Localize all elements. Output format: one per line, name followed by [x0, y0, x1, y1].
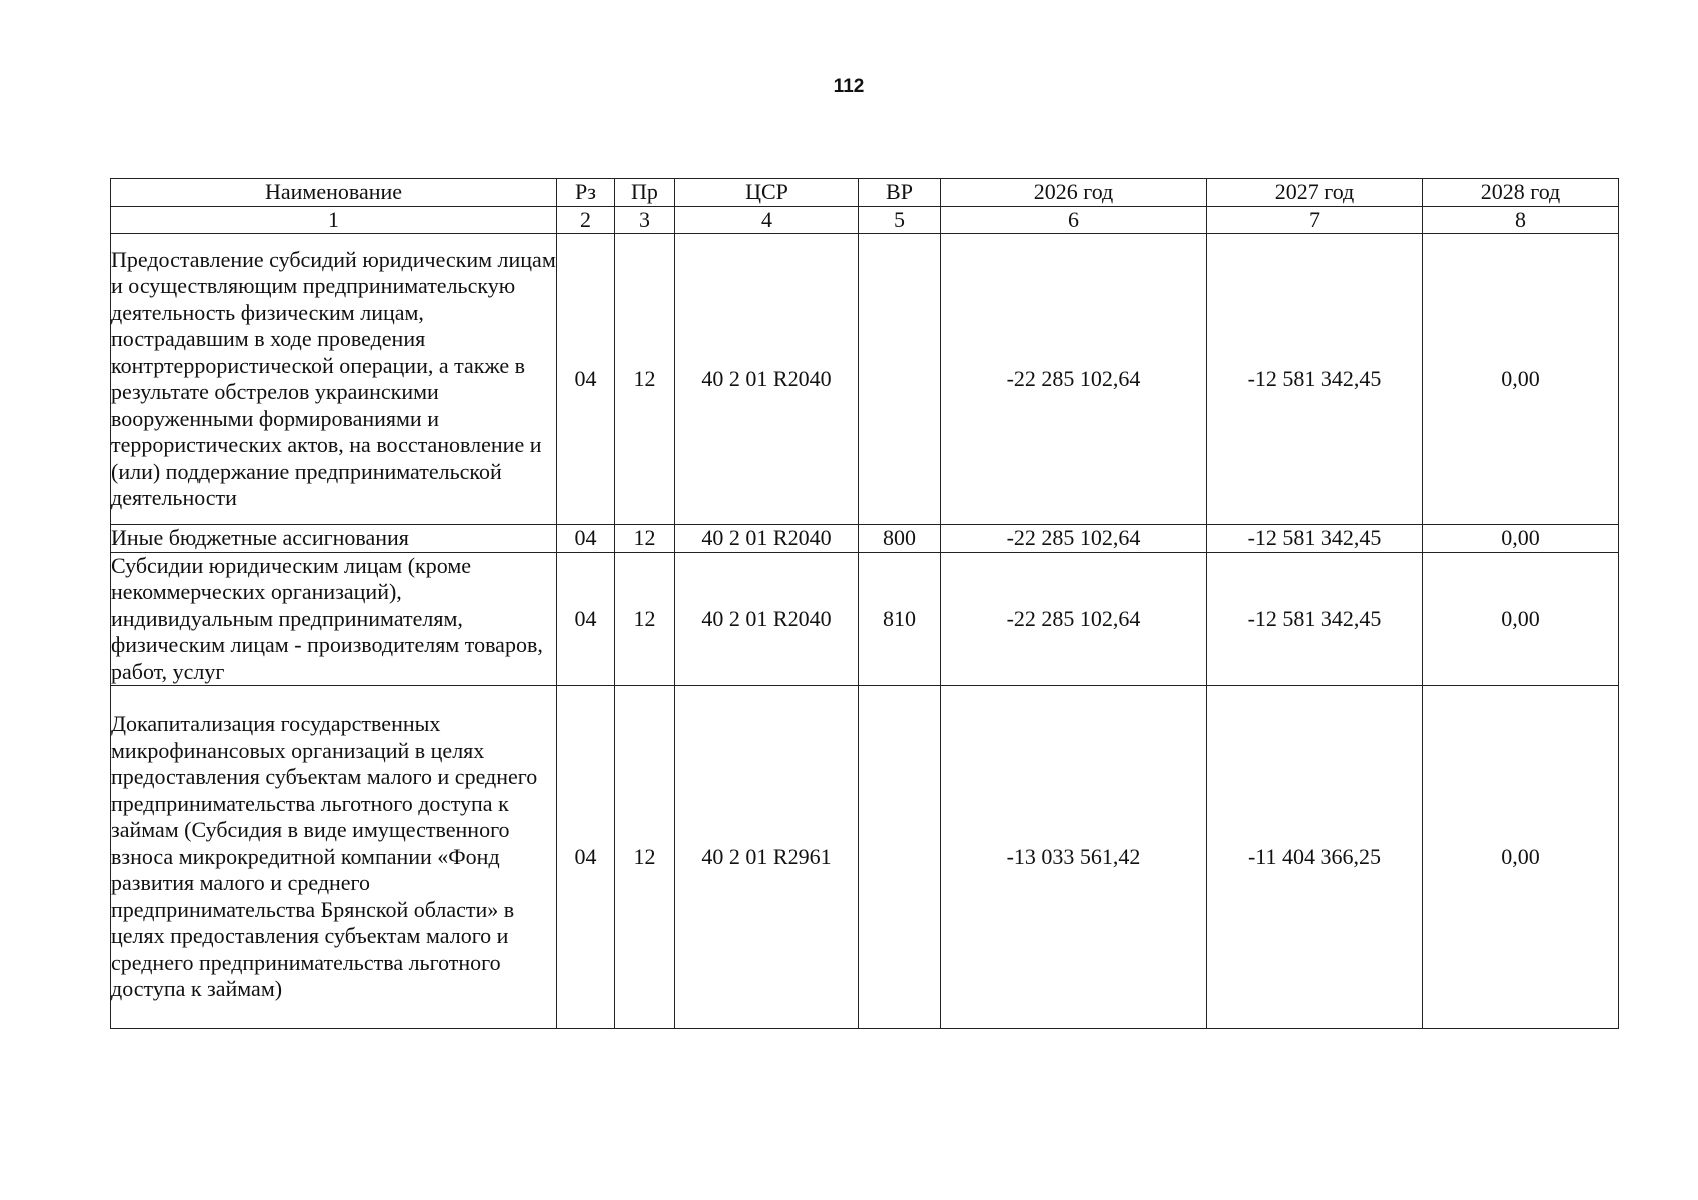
- page-number: 112: [833, 76, 865, 97]
- table-row: [111, 525, 1619, 553]
- header-2026: 2026 год: [941, 179, 1207, 207]
- header-csr: ЦСР: [675, 179, 859, 207]
- table-row: [111, 234, 1619, 525]
- row-csr: 40 2 01 R2040: [675, 234, 859, 525]
- column-number: 8: [1423, 206, 1619, 234]
- row-amount-2028: 0,00: [1423, 525, 1619, 553]
- row-name: Субсидии юридическим лицам (кроме некоммерческих организаций), индивидуальным предпринимателям, физическим лицам - производителям товаров, работ, услуг: [111, 552, 557, 686]
- column-number: 6: [941, 206, 1207, 234]
- row-amount-2028: 0,00: [1423, 686, 1619, 1029]
- row-name: Иные бюджетные ассигнования: [111, 525, 557, 553]
- row-csr: 40 2 01 R2040: [675, 552, 859, 686]
- row-name: Докапитализация государственных микрофинансовых организаций в целях предоставления субъектам малого и среднего предпринимательства льготного доступа к займам (Субсидия в виде имущественного взноса микрокредитной компании «Фонд развития малого и среднего предпринимательства Брянской области» в целях предоставления субъектам малого и среднего предпринимательства льготного доступа к займам): [111, 686, 557, 1029]
- header-vr: ВР: [859, 179, 941, 207]
- table-row: [111, 552, 1619, 686]
- column-number: 2: [557, 206, 615, 234]
- row-pr: 12: [615, 234, 675, 525]
- column-number: 4: [675, 206, 859, 234]
- header-name: Наименование: [111, 179, 557, 207]
- row-amount-2027: -11 404 366,25: [1207, 686, 1423, 1029]
- row-vr: 800: [859, 525, 941, 553]
- header-2028: 2028 год: [1423, 179, 1619, 207]
- row-rz: 04: [557, 686, 615, 1029]
- row-rz: 04: [557, 552, 615, 686]
- column-number: 3: [615, 206, 675, 234]
- row-rz: 04: [557, 234, 615, 525]
- row-vr: [859, 686, 941, 1029]
- column-number: 5: [859, 206, 941, 234]
- column-number: 1: [111, 206, 557, 234]
- column-number: 7: [1207, 206, 1423, 234]
- budget-table: [110, 178, 1619, 1029]
- row-name: Предоставление субсидий юридическим лицам и осуществляющим предпринимательскую деятельность физическим лицам, пострадавшим в ходе проведения контртеррористической операции, а также в результате обстрелов украинскими вооруженными формированиями и террористических актов, на восстановление и (или) поддержание предпринимательской деятельности: [111, 234, 557, 525]
- column-number-row: [111, 206, 1619, 234]
- header-row: [111, 179, 1619, 207]
- row-amount-2026: -22 285 102,64: [941, 552, 1207, 686]
- row-rz: 04: [557, 525, 615, 553]
- header-pr: Пр: [615, 179, 675, 207]
- row-amount-2027: -12 581 342,45: [1207, 552, 1423, 686]
- row-csr: 40 2 01 R2961: [675, 686, 859, 1029]
- row-csr: 40 2 01 R2040: [675, 525, 859, 553]
- row-pr: 12: [615, 525, 675, 553]
- row-amount-2026: -22 285 102,64: [941, 234, 1207, 525]
- row-amount-2028: 0,00: [1423, 552, 1619, 686]
- row-amount-2026: -13 033 561,42: [941, 686, 1207, 1029]
- header-2027: 2027 год: [1207, 179, 1423, 207]
- row-amount-2027: -12 581 342,45: [1207, 234, 1423, 525]
- row-amount-2027: -12 581 342,45: [1207, 525, 1423, 553]
- table-row: [111, 686, 1619, 1029]
- row-amount-2026: -22 285 102,64: [941, 525, 1207, 553]
- row-vr: 810: [859, 552, 941, 686]
- row-vr: [859, 234, 941, 525]
- row-pr: 12: [615, 552, 675, 686]
- header-rz: Рз: [557, 179, 615, 207]
- row-amount-2028: 0,00: [1423, 234, 1619, 525]
- row-pr: 12: [615, 686, 675, 1029]
